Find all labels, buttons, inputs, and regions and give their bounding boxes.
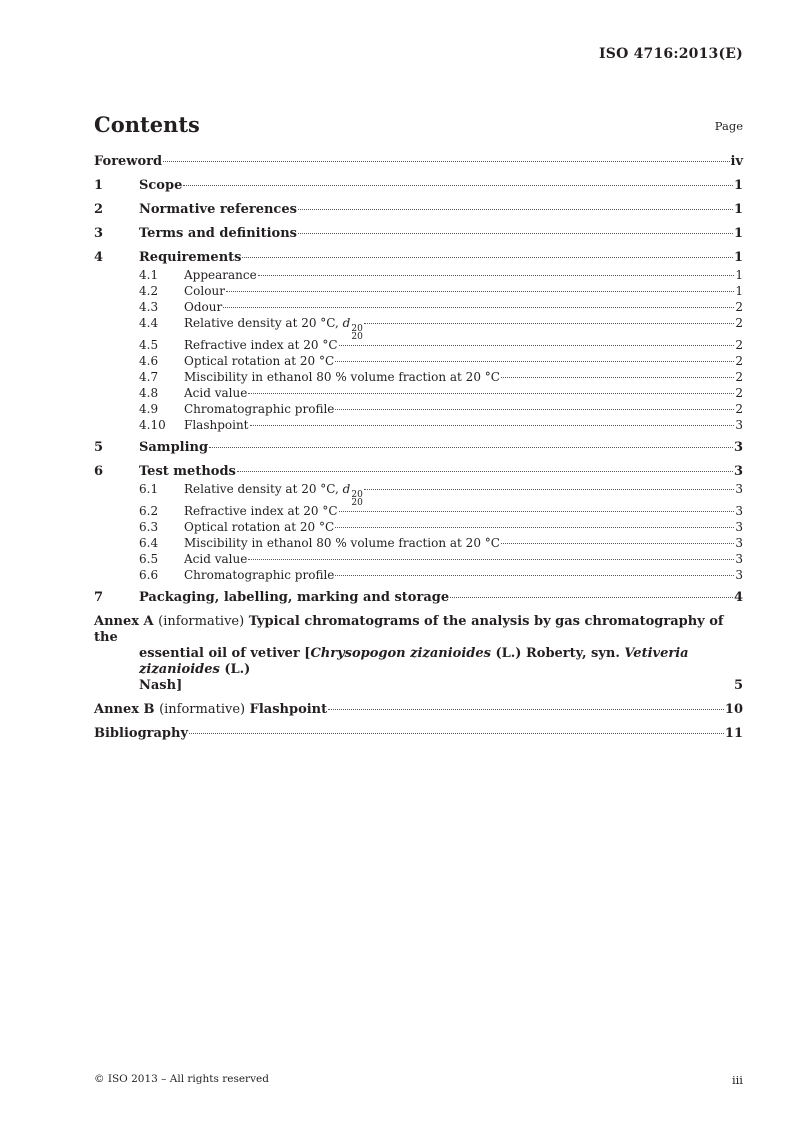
- toc-entry-normative-references[interactable]: [94, 202, 743, 226]
- toc-page: 2: [735, 386, 743, 400]
- toc-page: 2: [735, 354, 743, 368]
- toc-page: 10: [724, 702, 743, 717]
- toc-number: 6: [94, 464, 104, 479]
- dot-leader: [258, 275, 735, 276]
- annex-a-line-2: [94, 646, 743, 678]
- toc-entry-terms-definitions[interactable]: [94, 226, 743, 250]
- toc-title: Requirements: [139, 250, 242, 265]
- toc-title: Foreword: [94, 154, 163, 169]
- toc-entry-acid-value[interactable]: [94, 386, 743, 402]
- toc-title: Test methods: [139, 464, 236, 479]
- toc-title: Colour: [184, 284, 225, 298]
- dot-leader: [163, 161, 729, 162]
- dot-leader: [298, 233, 733, 234]
- toc-title: Acid value: [184, 552, 248, 566]
- toc-number: 4: [94, 250, 104, 265]
- toc-number: 6.6: [139, 568, 159, 582]
- annex-label: Annex A: [94, 614, 154, 629]
- toc-page: 3: [735, 536, 743, 550]
- toc-title: Acid value: [184, 386, 248, 400]
- toc-page: 1: [733, 202, 743, 217]
- density-subscript: 20: [351, 498, 363, 508]
- toc-entry-relative-density[interactable]: [94, 482, 743, 508]
- toc-entry-flashpoint[interactable]: [94, 418, 743, 434]
- toc-title: Refractive index at 20 °C: [184, 504, 338, 518]
- toc-title: Refractive index at 20 °C: [184, 338, 338, 352]
- annex-a-line-3: [94, 678, 743, 696]
- contents-heading: Contents: [94, 112, 200, 137]
- toc-page: 4: [733, 590, 743, 605]
- toc-title: Scope: [139, 178, 183, 193]
- annex-kind: (informative): [159, 702, 246, 717]
- toc-number: 6.4: [139, 536, 159, 550]
- toc-page: 1: [733, 178, 743, 193]
- document-id: ISO 4716:2013(E): [599, 46, 743, 62]
- toc-number: 4.7: [139, 370, 159, 384]
- toc-number: 4.8: [139, 386, 159, 400]
- toc-page: 5: [733, 678, 743, 693]
- toc-title: [94, 702, 327, 717]
- toc-page: iv: [730, 154, 743, 169]
- toc-number: 6.3: [139, 520, 159, 534]
- density-subscript: 20: [351, 332, 363, 342]
- annex-title: Nash]: [139, 678, 183, 693]
- dot-leader: [242, 257, 732, 258]
- copyright-notice: © ISO 2013 – All rights reserved: [94, 1073, 269, 1085]
- toc-number: 4.4: [139, 316, 159, 330]
- toc-entry-colour[interactable]: [94, 284, 743, 300]
- dot-leader: [339, 345, 735, 346]
- toc-title: Optical rotation at 20 °C: [184, 520, 335, 534]
- dot-leader: [226, 291, 734, 292]
- dot-leader: [335, 527, 734, 528]
- dot-leader: [501, 543, 734, 544]
- dot-leader: [501, 377, 734, 378]
- species-name: Chrysopogon zizanioides: [310, 646, 491, 661]
- toc-number: 7: [94, 590, 104, 605]
- toc-title: Optical rotation at 20 °C: [184, 354, 335, 368]
- density-superscript: 20: [351, 324, 363, 334]
- toc-title-text: Relative density at 20 °C,: [184, 316, 343, 330]
- table-of-contents: [94, 154, 743, 750]
- toc-title: Terms and definitions: [139, 226, 297, 241]
- toc-number: 4.2: [139, 284, 159, 298]
- toc-entry-refractive-index[interactable]: [94, 504, 743, 520]
- toc-number: 6.1: [139, 482, 159, 496]
- dot-leader: [450, 597, 733, 598]
- toc-page: 3: [733, 440, 743, 455]
- toc-title: Miscibility in ethanol 80 % volume fraction at 20 °C: [184, 370, 500, 384]
- toc-title: Sampling: [139, 440, 209, 455]
- toc-page: 11: [724, 726, 743, 741]
- dot-leader: [335, 575, 734, 576]
- toc-entry-test-methods[interactable]: [94, 464, 743, 482]
- toc-entry-chromatographic-profile[interactable]: [94, 568, 743, 584]
- toc-page: 3: [733, 464, 743, 479]
- toc-page: 3: [735, 552, 743, 566]
- toc-title: Miscibility in ethanol 80 % volume fraction at 20 °C: [184, 536, 500, 550]
- dot-leader: [364, 489, 735, 490]
- toc-number: 4.6: [139, 354, 159, 368]
- toc-entry-refractive-index[interactable]: [94, 338, 743, 354]
- dot-leader: [364, 323, 735, 324]
- dot-leader: [335, 361, 734, 362]
- annex-label: Annex B: [94, 702, 155, 717]
- toc-title: Flashpoint: [184, 418, 249, 432]
- toc-page: 3: [735, 568, 743, 582]
- dot-leader: [250, 425, 735, 426]
- toc-page: 2: [735, 316, 743, 330]
- toc-page: 2: [735, 370, 743, 384]
- annex-title: essential oil of vetiver [: [139, 646, 311, 661]
- toc-number: 1: [94, 178, 104, 193]
- toc-entry-optical-rotation[interactable]: [94, 520, 743, 536]
- dot-leader: [248, 393, 734, 394]
- toc-title: Appearance: [184, 268, 257, 282]
- toc-page: 1: [733, 226, 743, 241]
- toc-page: 2: [735, 338, 743, 352]
- dot-leader: [183, 185, 733, 186]
- toc-number: 4.9: [139, 402, 159, 416]
- toc-entry-annex-b[interactable]: [94, 702, 743, 726]
- dot-leader: [339, 511, 735, 512]
- density-symbol: d: [342, 482, 351, 496]
- toc-number: 5: [94, 440, 104, 455]
- toc-title: Bibliography: [94, 726, 189, 741]
- toc-entry-miscibility[interactable]: [94, 370, 743, 386]
- toc-page: 3: [735, 504, 743, 518]
- toc-entry-requirements[interactable]: [94, 250, 743, 268]
- toc-entry-optical-rotation[interactable]: [94, 354, 743, 370]
- toc-entry-scope[interactable]: [94, 178, 743, 202]
- toc-title: Normative references: [139, 202, 297, 217]
- toc-title: Packaging, labelling, marking and storage: [139, 590, 450, 605]
- toc-page: 1: [733, 250, 743, 265]
- toc-title: Chromatographic profile: [184, 568, 335, 582]
- dot-leader: [328, 709, 724, 710]
- toc-entry-packaging[interactable]: [94, 590, 743, 614]
- toc-entry-relative-density[interactable]: [94, 316, 743, 342]
- page-number: iii: [731, 1073, 743, 1087]
- density-symbol: d: [342, 316, 351, 330]
- toc-page: 2: [735, 402, 743, 416]
- toc-page: 3: [735, 418, 743, 432]
- toc-page: 1: [735, 284, 743, 298]
- toc-title: Chromatographic profile: [184, 402, 335, 416]
- toc-entry-foreword[interactable]: [94, 154, 743, 178]
- dot-leader: [248, 559, 734, 560]
- dot-leader: [209, 447, 733, 448]
- annex-a-line-1: [94, 614, 743, 646]
- toc-entry-sampling[interactable]: [94, 440, 743, 464]
- page-column-label: Page: [714, 119, 743, 133]
- toc-number: 4.3: [139, 300, 159, 314]
- annex-title: Flashpoint: [249, 702, 328, 717]
- toc-page: 2: [735, 300, 743, 314]
- toc-number: 4.10: [139, 418, 166, 432]
- toc-entry-acid-value[interactable]: [94, 552, 743, 568]
- annex-title: (L.): [219, 662, 251, 677]
- toc-entry-appearance[interactable]: [94, 268, 743, 284]
- toc-title-text: Relative density at 20 °C,: [184, 482, 343, 496]
- dot-leader: [223, 307, 734, 308]
- dot-leader: [335, 409, 734, 410]
- dot-leader: [298, 209, 733, 210]
- toc-number: 4.1: [139, 268, 159, 282]
- toc-number: 6.5: [139, 552, 159, 566]
- species-name: Vetiveria zizanioides: [139, 646, 689, 677]
- dot-leader: [237, 471, 733, 472]
- toc-page: 3: [735, 520, 743, 534]
- toc-entry-odour[interactable]: [94, 300, 743, 316]
- toc-number: 3: [94, 226, 104, 241]
- toc-entry-chromatographic-profile[interactable]: [94, 402, 743, 418]
- toc-entry-annex-a[interactable]: [94, 614, 743, 696]
- toc-entry-miscibility[interactable]: [94, 536, 743, 552]
- annex-title: (L.) Roberty, syn.: [490, 646, 625, 661]
- toc-page: 1: [735, 268, 743, 282]
- toc-title: Odour: [184, 300, 223, 314]
- toc-number: 6.2: [139, 504, 159, 518]
- annex-kind: (informative): [158, 614, 245, 629]
- toc-number: 2: [94, 202, 104, 217]
- dot-leader: [189, 733, 724, 734]
- toc-number: 4.5: [139, 338, 159, 352]
- toc-page: 3: [735, 482, 743, 496]
- annex-title: Typical chromatograms of the analysis by gas chromatography of the: [94, 614, 724, 645]
- toc-entry-bibliography[interactable]: [94, 726, 743, 750]
- density-superscript: 20: [351, 490, 363, 500]
